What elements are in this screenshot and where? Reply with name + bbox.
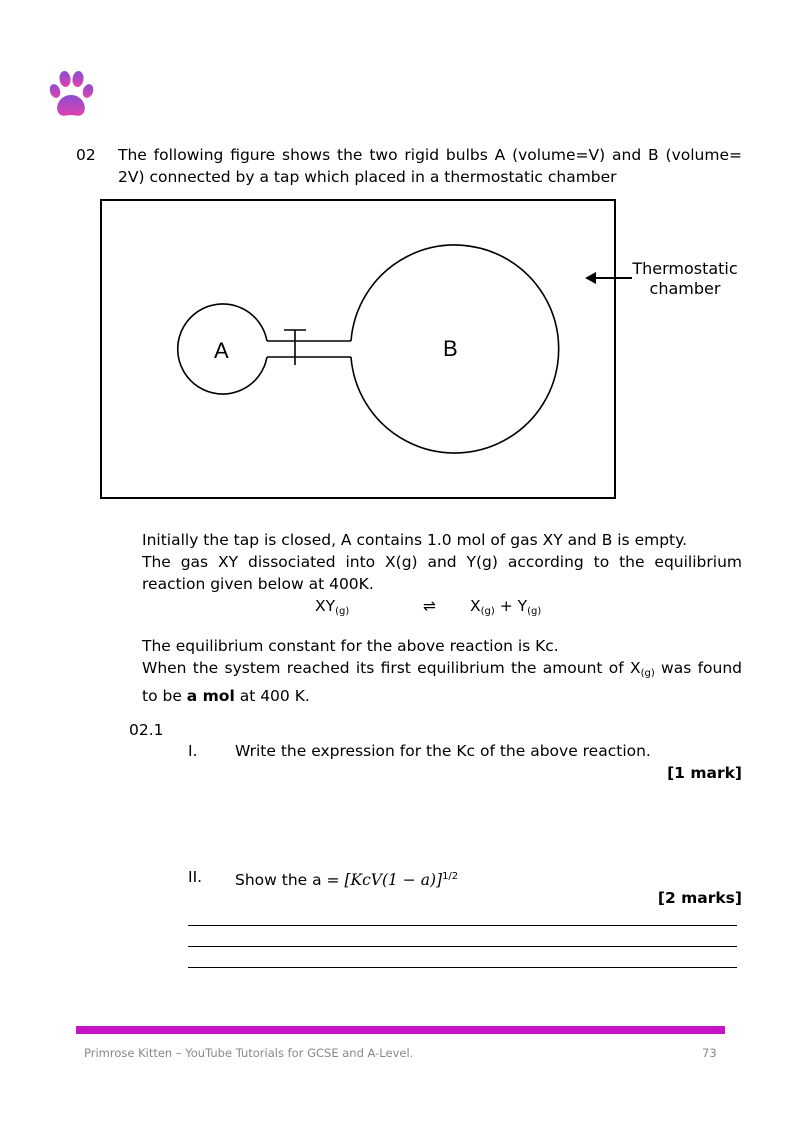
chamber-label-line-2: chamber	[649, 279, 721, 298]
part-1-text: Write the expression for the Kc of the above reaction.	[235, 742, 651, 760]
part-1-number: I.	[188, 742, 198, 760]
info-paragraph	[142, 635, 742, 707]
part-2-marks: [2 marks]	[657, 889, 742, 907]
chamber-label-line-1: Thermostatic	[632, 259, 738, 278]
question-text-line-2: 2V) connected by a tap which placed in a thermostatic chamber	[118, 168, 617, 186]
paw-logo-icon	[46, 68, 96, 120]
answer-line-3[interactable]	[188, 967, 737, 968]
info-line-3: to be a mol at 400 K.	[142, 687, 310, 705]
question-number: 02	[76, 146, 96, 164]
subquestion-number: 02.1	[129, 721, 164, 739]
footer-accent-bar	[76, 1026, 725, 1034]
part-2-text: Show the $a = [KcV(1 - a)]^{1/2}$	[235, 871, 459, 889]
footer-text: Primrose Kitten – YouTube Tutorials for GCSE and A-Level.	[84, 1046, 414, 1060]
answer-line-2[interactable]	[188, 946, 737, 947]
intro-line-1: Initially the tap is closed, A contains 1.0 mol of gas XY and B is empty.	[142, 531, 688, 549]
part-2-number: II.	[188, 868, 203, 886]
part-2-formula: [KcV(1 − a)]	[344, 871, 443, 889]
reaction-reactant: $XY_{(g)}$	[315, 597, 350, 617]
part-1-marks: [1 mark]	[667, 764, 742, 782]
answer-line-1[interactable]	[188, 925, 737, 926]
bulbs-figure	[100, 199, 800, 504]
page-number: 73	[702, 1046, 717, 1060]
reaction-products: $X_{(g)} + Y_{(g)}$	[470, 597, 542, 617]
pointer-arrow-head	[585, 272, 596, 284]
question-text-line-1: The following figure shows the two rigid bulbs A (volume=V) and B (volume=	[118, 146, 742, 164]
intro-paragraph	[142, 529, 742, 595]
info-line-2: When the system reached its first equilibrium the amount of $X_{(g)}$ was found	[142, 659, 743, 679]
question-text	[118, 144, 742, 188]
intro-line-3: reaction given below at 400K.	[142, 575, 374, 593]
info-line-1: The equilibrium constant for the above reaction is Kc.	[142, 637, 559, 655]
intro-line-2: The gas XY dissociated into X(g) and Y(g) according to the equilibrium	[142, 553, 742, 571]
bulb-b-label: B	[443, 336, 458, 361]
equilibrium-arrow: ⇌	[423, 597, 436, 615]
bulb-a-label: A	[214, 338, 229, 363]
